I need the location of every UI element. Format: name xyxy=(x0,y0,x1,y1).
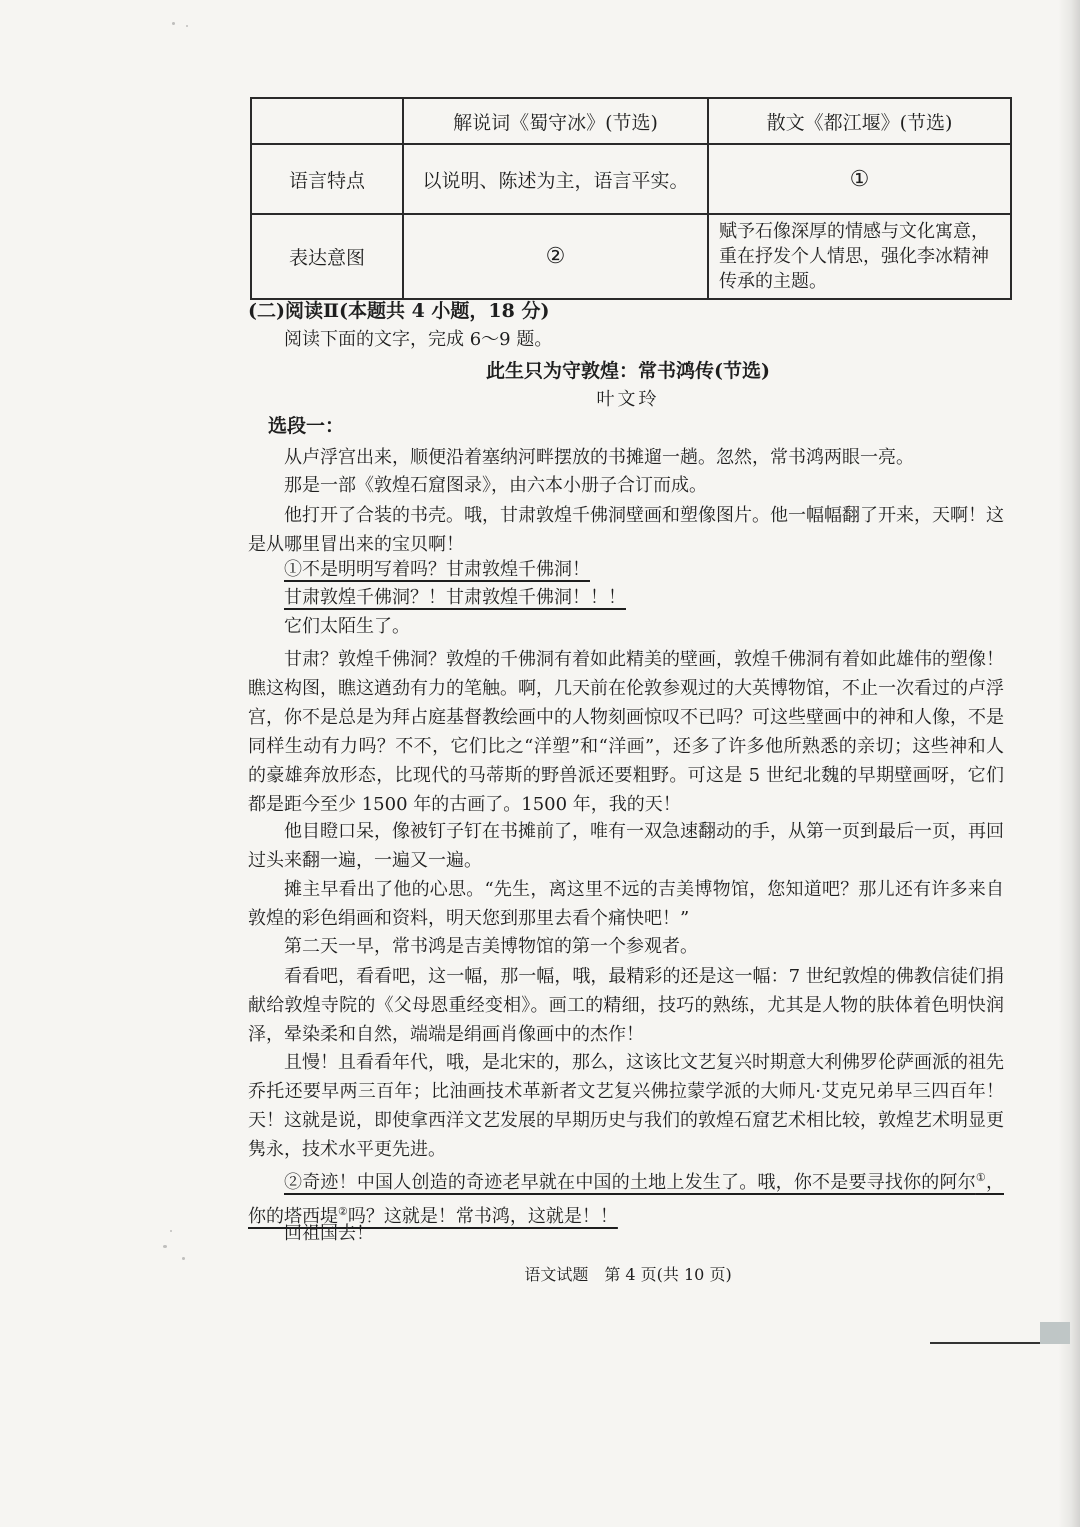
table-header-cell: 散文《都江堰》(节选) xyxy=(708,98,1011,144)
footnote-marker: ② xyxy=(338,1205,348,1218)
excerpt-label: 选段一： xyxy=(268,415,345,437)
table-corner-cell xyxy=(251,98,403,144)
blank-marker-cell: ① xyxy=(708,144,1011,214)
paragraph: 它们太陌生了。 xyxy=(284,616,410,637)
table-row xyxy=(251,144,1011,214)
article-title: 此生只为守敦煌：常书鸿传(节选) xyxy=(486,360,770,382)
table-row xyxy=(251,214,1011,299)
blank-marker-cell: ② xyxy=(403,214,708,299)
footnote-marker: ① xyxy=(975,1171,986,1184)
paragraph: 他打开了合装的书壳。哦，甘肃敦煌千佛洞壁画和塑像图片。他一幅幅翻了开来，天啊！这是从哪里冒出来的宝贝啊！ xyxy=(248,505,1004,555)
paragraph: 摊主早看出了他的心思。“先生，离这里不远的吉美博物馆，您知道吧？那儿还有许多来自敦煌的彩色绢画和资料，明天您到那里去看个痛快吧！” xyxy=(248,879,1004,929)
scan-speck xyxy=(170,1230,172,1232)
paragraph: 甘肃？敦煌千佛洞？敦煌的千佛洞有着如此精美的壁画，敦煌千佛洞有着如此雄伟的塑像！瞧这构图，瞧这遒劲有力的笔触。啊，几天前在伦敦参观过的大英博物馆，不止一次看过的卢浮宫，你不是总是为拜占庭基督教绘画中的人物刻画惊叹不已吗？可这些壁画中的神和人像，不是同样生动有力吗？不不，它们比之“洋塑”和“洋画”，还多了许多他所熟悉的亲切；这些神和人的豪雄奔放形态，比现代的马蒂斯的野兽派还要粗野。可这是 5 世纪北魏的早期壁画呀，它们都是距今至少 1500 年的古画了。1500 年，我的天！ xyxy=(248,649,1004,815)
article-author: 叶文玲 xyxy=(596,389,660,410)
crop-line xyxy=(930,1342,1050,1344)
section-heading: (二)阅读Ⅱ(本题共 4 小题，18 分) xyxy=(248,300,550,322)
paragraph: 看看吧，看看吧，这一幅，那一幅，哦，最精彩的还是这一幅：7 世纪敦煌的佛教信徒们捐献给敦煌寺院的《父母恩重经变相》。画工的精细，技巧的熟练，尤其是人物的肤体着色明快润泽，晕染柔和自然，端端是绢画肖像画中的杰作！ xyxy=(248,966,1004,1045)
scan-speck xyxy=(186,25,188,27)
table-cell: 以说明、陈述为主，语言平实。 xyxy=(403,144,708,214)
row-label: 表达意图 xyxy=(251,214,403,299)
scan-speck xyxy=(163,1245,167,1248)
paragraph: 回祖国去！ xyxy=(284,1223,374,1244)
table-header-row xyxy=(251,98,1011,144)
page-footer: 语文试题 第 4 页(共 10 页) xyxy=(524,1265,732,1284)
underlined-sentence-1: ①不是明明写着吗？甘肃敦煌千佛洞！ xyxy=(284,559,590,580)
paragraph: 那是一部《敦煌石窟图录》，由六本小册子合订而成。 xyxy=(284,475,707,496)
sentence-part: 吗？这就是！常书鸿，这就是！！ xyxy=(347,1206,618,1227)
page-corner xyxy=(1040,1322,1070,1344)
table-header-cell: 解说词《蜀守冰》(节选) xyxy=(403,98,708,144)
row-label: 语言特点 xyxy=(251,144,403,214)
paragraph: 第二天一早，常书鸿是吉美博物馆的第一个参观者。 xyxy=(284,936,698,957)
table-cell: 赋予石像深厚的情感与文化寓意，重在抒发个人情思，强化李冰精神传承的主题。 xyxy=(708,214,1011,299)
paragraph: 且慢！且看看年代，哦，是北宋的，那么，这该比文艺复兴时期意大利佛罗伦萨画派的祖先乔托还要早两三百年；比油画技术革新者文艺复兴佛拉蒙学派的大师凡·艾克兄弟早三四百年！天！这就是说，即使拿西洋文艺发展的早期历史与我们的敦煌石窟艺术相比较，敦煌艺术明显更隽永，技术水平更先进。 xyxy=(248,1052,1004,1160)
scan-speck xyxy=(172,22,175,25)
underlined-sentence: 甘肃敦煌千佛洞？！甘肃敦煌千佛洞！！！ xyxy=(284,587,626,608)
sentence-part: ，你的塔西堤 xyxy=(248,1172,1004,1227)
paragraph: 他目瞪口呆，像被钉子钉在书摊前了，唯有一双急速翻动的手，从第一页到最后一页，再回过头来翻一遍，一遍又一遍。 xyxy=(248,821,1004,871)
scan-speck xyxy=(182,1257,185,1260)
page-edge-shadow xyxy=(1058,0,1080,1527)
sentence-part: ②奇迹！中国人创造的奇迹老早就在中国的土地上发生了。哦，你不是要寻找你的阿尔 xyxy=(284,1172,976,1193)
comparison-table xyxy=(250,97,1012,300)
paragraph: 从卢浮宫出来，顺便沿着塞纳河畔摆放的书摊遛一趟。忽然，常书鸿两眼一亮。 xyxy=(284,447,914,468)
section-instruction: 阅读下面的文字，完成 6～9 题。 xyxy=(284,329,553,350)
